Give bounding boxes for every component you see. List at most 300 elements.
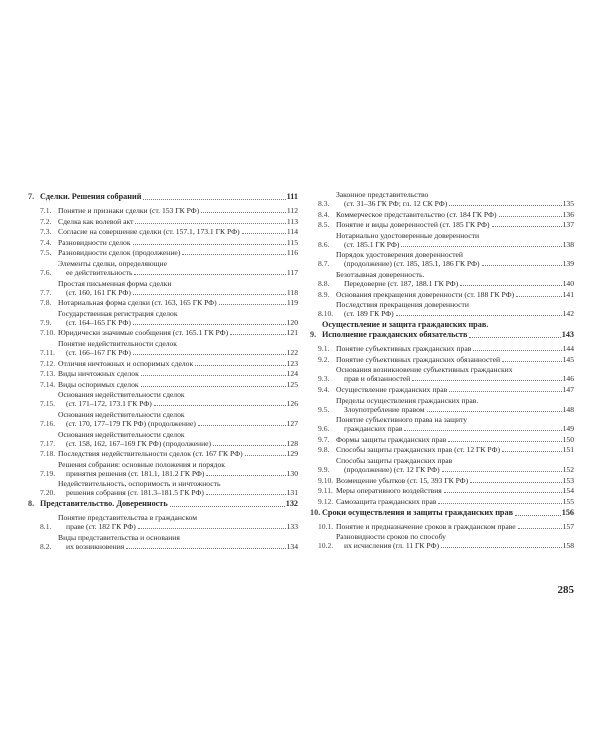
toc-entry-page: 148 [562,404,574,414]
toc-entry-title-line: праве (ст. 182 ГК РФ) [66,522,136,532]
toc-entry-title [58,238,298,247]
toc-entry-title [336,344,574,353]
toc-entry-title-line: (ст. 160, 161 ГК РФ) [66,287,131,297]
toc-entry[interactable] [28,390,298,408]
toc-entry-number: 9.11. [318,486,333,496]
toc-entry[interactable] [310,300,574,318]
toc-entry-page: 111 [286,192,298,201]
toc-entry-title-line: Юридически значимые сообщения (ст. 165.1 ГК РФ) [58,328,229,338]
toc-entry-page: 151 [562,445,574,455]
toc-entry[interactable] [28,533,298,551]
toc-entry-number: 7.17. [40,438,56,448]
toc-entry[interactable] [28,479,298,497]
toc-entry[interactable] [310,210,574,219]
toc-entry[interactable] [28,298,298,307]
leader-dots [449,205,561,206]
toc-entry-number: 10.2. [318,541,334,551]
leader-dots [126,548,285,549]
toc-entry[interactable] [310,476,574,485]
toc-entry-number: 8.9. [318,289,330,299]
toc-entry-number: 7.12. [40,358,56,368]
toc-entry-page: 153 [562,475,574,485]
toc-entry-number: 8.7. [318,259,330,269]
toc-entry-number: 7.11. [40,347,55,357]
toc-entry-title-line: Отличия ничтожных и оспоримых сделок [58,358,194,368]
leader-dots [135,223,285,224]
toc-entry[interactable] [28,449,298,458]
leader-dots [138,528,286,529]
toc-entry-title-line: Безотзывная доверенность. [336,269,425,279]
toc-entry-page: 124 [286,369,298,379]
toc-entry[interactable] [28,369,298,378]
toc-entry-page: 147 [562,384,574,394]
toc-entry-page: 149 [562,424,574,434]
leader-dots [133,324,286,325]
toc-entry-title [58,449,298,458]
leader-dots [213,445,286,446]
toc-entry[interactable] [28,339,298,357]
toc-entry[interactable] [310,365,574,383]
toc-entry-title [40,192,298,202]
toc-entry-number: 7.14. [40,379,56,389]
toc-entry[interactable] [310,355,574,364]
toc-entry[interactable] [28,206,298,215]
toc-entry-page: 117 [286,267,298,277]
toc-chapter[interactable] [310,320,574,340]
toc-entry-title-line: Возмещение убытков (ст. 15, 393 ГК РФ) [336,475,469,485]
leader-dots [195,365,285,366]
toc-entry[interactable] [28,248,298,257]
toc-entry-title [336,415,574,433]
toc-entry-number: 9.2. [318,354,330,364]
toc-entry-title [58,339,298,357]
toc-entry[interactable] [310,290,574,299]
toc-entry-title [336,231,574,249]
toc-entry-number: 9.9. [318,464,330,474]
toc-entry-number: 7.16. [40,418,56,428]
toc-entry-page: 130 [286,468,298,478]
toc-entry[interactable] [310,497,574,506]
toc-entry-title-line: Разновидности сделок [58,237,131,247]
toc-entry-title-line: (ст. 166–167 ГК РФ) [66,347,131,357]
toc-entry-title-line: Сделка как волевой акт [58,216,134,226]
leader-dots [441,547,562,548]
toc-entry-title-line: (ст. 31–36 ГК РФ; гл. 12 СК РФ) [344,199,448,208]
toc-entry-number: 7.8. [40,298,52,308]
toc-entry-number: 8. [28,499,35,509]
toc-entry-page: 133 [286,522,298,532]
toc-entry-page: 128 [286,438,298,448]
leader-dots [518,528,562,529]
toc-entry-number: 8.4. [318,209,330,219]
toc-entry-number: 8.5. [318,220,330,230]
leader-dots [412,380,561,381]
toc-entry-number: 9.7. [318,434,330,444]
toc-entry-title [336,456,574,474]
toc-entry-page: 127 [286,418,298,428]
toc-entry-number: 10. [310,507,321,517]
toc-entry-page: 121 [286,328,298,338]
toc-entry-title [336,290,574,299]
toc-entry-title [58,410,298,428]
toc-entry-number: 10.1. [318,521,334,531]
toc-entry[interactable] [310,435,574,444]
toc-entry-page: 145 [562,354,574,364]
leader-dots [206,494,286,495]
toc-entry-title-line: Коммерческое представительство (ст. 184 ГК РФ) [336,209,497,219]
toc-entry-page: 150 [562,434,574,444]
toc-entry-page: 158 [562,541,574,551]
toc-entry-title-line: Основания прекращения доверенности (ст. 188 ГК РФ) [336,289,515,299]
toc-entry-title-line: решения собрания (ст. 181.3–181.5 ГК РФ) [66,488,204,498]
toc-entry-title [58,259,298,277]
leader-dots [230,334,285,335]
toc-entry-title [58,460,298,478]
toc-entry-title [336,355,574,364]
leader-dots [133,354,286,355]
toc-entry-title [40,499,298,509]
toc-entry-page: 146 [562,374,574,384]
leader-dots [170,506,285,507]
toc-entry-page: 132 [285,499,298,509]
toc-entry[interactable] [28,238,298,247]
toc-entry-page: 134 [286,541,298,551]
toc-entry[interactable] [310,231,574,249]
leader-dots [470,482,561,483]
toc-entry-title [58,513,298,531]
page-number: 285 [557,584,574,596]
leader-dots [201,212,286,213]
toc-entry-number: 7.15. [40,399,56,409]
toc-left-column [28,190,298,552]
leader-dots [245,455,286,456]
toc-entry-page: 155 [562,496,574,506]
toc-entry-title-line: Основания недействительности сделок [58,429,185,439]
toc-chapter[interactable] [310,508,574,518]
leader-dots [242,233,286,234]
toc-entry-number: 8.10. [318,309,334,319]
toc-entry-page: 131 [286,488,298,498]
toc-entry-title [336,396,574,414]
toc-entry-title-line: Порядок удостоверения доверенностей [336,250,463,260]
toc-entry-title [58,380,298,389]
toc-entry-page: 123 [286,358,298,368]
toc-entry-title-line: Формы защиты гражданских прав [336,434,447,444]
toc-entry[interactable] [310,396,574,414]
toc-entry-title-line: (ст. 189 ГК РФ) [344,309,394,319]
leader-dots [442,471,562,472]
toc-entry[interactable] [310,344,574,353]
toc-entry-title-line: Разновидности сроков по способу [336,532,446,542]
toc-entry-title-line: Недействительность, оспоримость и ничтожность [58,479,221,489]
toc-entry-title-line: Законное представительство [336,190,429,199]
toc-entry-title-line: (ст. 164–165 ГК РФ) [66,317,131,327]
toc-entry-page: 122 [286,347,298,357]
toc-entry-title-line: (ст. 170, 177–179 ГК РФ) (продолжение) [66,418,196,428]
toc-entry-title-line: Понятие и виды доверенностей (ст. 185 ГК РФ) [336,220,490,230]
toc-entry-title-line: прав и обязанностей [344,374,411,384]
toc-entry-page: 144 [562,344,574,354]
toc-chapter[interactable] [28,192,298,202]
toc-entry-number: 7.7. [40,287,52,297]
toc-entry[interactable] [28,430,298,448]
toc-entry-title [336,385,574,394]
toc-entry-title [336,210,574,219]
toc-entry-title [336,532,574,550]
toc-entry-title [336,365,574,383]
toc-entry-page: 112 [286,206,298,215]
toc-entry-title-line: Нотариально удостоверенные доверенности [336,230,480,240]
toc-entry-title-line: (ст. 171–172, 173.1 ГК РФ) [66,399,152,409]
leader-dots [502,361,562,362]
toc-entry-number: 9.3. [318,374,330,384]
toc-entry-title-line: (ст. 158, 162, 167–169 ГК РФ) (продолжение) [66,438,212,448]
toc-entry-title-line: Исполнение гражданских обязательств [322,330,468,340]
toc-entry-page: 141 [562,289,574,299]
toc-entry[interactable] [310,522,574,531]
toc-entry-number: 9.10. [318,475,334,485]
toc-entry-title [336,476,574,485]
toc-entry-title-line: ее действительность [66,267,133,277]
toc-entry-number: 7.2. [40,216,52,226]
toc-entry-number: 9.5. [318,404,330,414]
toc-entry-title [58,328,298,337]
toc-entry-title [58,430,298,448]
toc-entry[interactable] [310,486,574,495]
toc-entry-title [58,227,298,236]
toc-entry-title-line: Понятие субъективного права на защиту [336,415,468,425]
toc-entry-title-line: Основания недействительности сделок [58,390,185,400]
toc-entry-number: 7.10. [40,328,56,338]
toc-entry-number: 9.12. [318,496,334,506]
toc-entry[interactable] [310,445,574,454]
toc-entry-title [336,497,574,506]
toc-entry-number: 9.1. [318,344,330,354]
toc-entry-title-line: Виды оспоримых сделок [58,379,139,389]
toc-entry-title [58,369,298,378]
toc-entry-title-line: Разновидности сделок (продолжение) [58,248,181,258]
toc-entry-number: 7.6. [40,267,52,277]
toc-entry-title-line: Основания возникновение субъективных гражданских [336,365,513,375]
toc-entry-page: 156 [561,507,574,517]
toc-entry-title-line: Пределы осуществления гражданских прав. [336,395,479,405]
leader-dots [182,254,286,255]
toc-entry-page: 142 [562,309,574,319]
leader-dots [427,411,562,412]
leader-dots [448,441,561,442]
toc-entry-number: 8.1. [40,522,52,532]
toc-entry-page: 135 [562,199,574,208]
toc-entry-title-line: их исчисления (гл. 11 ГК РФ) [344,541,440,551]
toc-entry-title-line: гражданских прав [344,424,403,434]
toc-entry-number: 7.4. [40,237,52,247]
toc-entry-number: 7.9. [40,317,52,327]
toc-entry-title-line: принятия решения (ст. 181.1, 181.2 ГК РФ) [66,468,205,478]
leader-dots [198,425,286,426]
toc-entry[interactable] [310,220,574,229]
toc-entry[interactable] [28,227,298,236]
toc-entry[interactable] [28,359,298,368]
leader-dots [449,391,561,392]
toc-entry-title [336,270,574,288]
leader-dots [133,244,286,245]
leader-dots [469,337,560,338]
toc-entry[interactable] [310,415,574,433]
toc-entry-title-line: Понятие недействительности сделок [58,338,177,348]
toc-entry-title-line: Нотариальная форма сделки (ст. 163, 165 ГК РФ) [58,298,217,308]
leader-dots [482,265,562,266]
toc-entry-page: 139 [562,259,574,269]
toc-entry-number: 7.18. [40,449,56,459]
toc-entry-title [336,220,574,229]
toc-entry[interactable] [28,309,298,327]
toc-entry-title-line: их возникновения [66,541,125,551]
toc-entry-page: 137 [562,220,574,230]
toc-entry-number: 9. [310,330,317,340]
toc-entry-number: 9.6. [318,424,330,434]
toc-chapter[interactable] [28,499,298,509]
toc-entry-title-line: Сделки. Решения собраний [40,192,142,201]
leader-dots [516,296,561,297]
toc-entry-title-line: Виды ничтожных сделок [58,369,139,379]
leader-dots [206,475,285,476]
leader-dots [404,430,561,431]
toc-entry-title [58,309,298,327]
toc-entry-number: 7. [28,192,35,201]
toc-entry-page: 129 [286,449,298,459]
toc-entry[interactable] [310,532,574,550]
toc-entry-title-line: Основания недействительности сделок [58,409,185,419]
toc-entry-page: 114 [286,227,298,237]
toc-entry-title [58,533,298,551]
toc-entry[interactable] [28,410,298,428]
toc-entry-title [336,435,574,444]
toc-entry-page: 136 [562,209,574,219]
toc-entry-title-line: Государственная регистрация сделок [58,308,178,318]
toc-entry-page: 118 [286,287,298,297]
toc-entry[interactable] [28,380,298,389]
toc-entry-page: 125 [286,379,298,389]
leader-dots [134,274,285,275]
toc-entry-title-line: Меры оперативного воздействия [336,486,442,496]
toc-entry-title-line: Последствия недействительности сделок (ст. 167 ГК РФ) [58,449,243,459]
leader-dots [460,285,561,286]
toc-entry-title-line: Понятие субъективных гражданских прав [336,344,472,354]
toc-right-column [310,190,574,552]
toc-entry-number: 7.5. [40,248,52,258]
leader-dots [143,199,285,200]
toc-entry-page: 138 [562,239,574,249]
toc-entry-page: 140 [562,278,574,288]
toc-entry-title-line: Простая письменная форма сделки [58,278,172,288]
leader-dots [502,451,562,452]
leader-dots [141,386,286,387]
leader-dots [396,315,562,316]
toc-entry-title-line: Согласие на совершение сделки (ст. 157.1, 173.1 ГК РФ) [58,227,240,237]
leader-dots [401,246,561,247]
toc-entry[interactable] [28,328,298,337]
toc-entry-number: 9.4. [318,384,330,394]
toc-entry-title [58,390,298,408]
toc-entry-title-line: Решения собрания: основные положения и порядок [58,459,225,469]
toc-entry-title-line: Представительство. Доверенность [40,499,168,509]
toc-entry-title-line: (продолжение) (ст. 12 ГК РФ) [344,464,440,474]
toc-entry-title [58,217,298,226]
toc-entry-page: 154 [562,486,574,496]
leader-dots [141,375,286,376]
toc-entry-title-line: Понятие и признаки сделки (ст. 153 ГК РФ) [58,206,200,215]
toc-entry-page: 116 [286,248,298,258]
toc-entry[interactable] [310,250,574,268]
toc-entry-title [336,522,574,531]
toc-entry-page: 152 [562,464,574,474]
leader-dots [219,304,286,305]
toc-entry-title [58,248,298,257]
leader-dots [499,216,562,217]
toc-entry-number: 7.20. [40,488,56,498]
toc-entry[interactable] [28,513,298,531]
toc-entry-title [58,279,298,297]
toc-entry-title [336,190,574,208]
toc-entry[interactable] [310,456,574,474]
toc-entry-page: 119 [286,298,298,308]
toc-entry[interactable] [28,460,298,478]
toc-entry-page: 157 [562,521,574,531]
toc-entry-title-line: Последствия прекращения доверенности [336,300,469,310]
toc-entry-title-line: Элементы сделки, определяющие [58,258,167,268]
toc-entry[interactable] [28,217,298,226]
toc-entry-title-line: Передоверие (ст. 187, 188.1 ГК РФ) [344,278,459,288]
toc-entry-title [336,300,574,318]
toc-entry[interactable] [310,190,574,208]
toc-entry-title [58,479,298,497]
toc-entry-title-line: Злоупотребление правом [344,404,425,414]
toc-entry-number: 8.2. [40,541,52,551]
leader-dots [515,515,561,516]
leader-dots [154,405,286,406]
toc-entry-title-line: (продолжение) (ст. 185, 185.1, 186 ГК РФ) [344,259,480,269]
toc-entry-title [336,445,574,454]
toc-entry-number: 8.3. [318,199,330,208]
toc-entry-title [322,320,574,340]
toc-entry-title-line: Понятие субъективных гражданских обязанностей [336,354,501,364]
leader-dots [492,226,562,227]
toc-entry-title-line: Способы защиты гражданских прав (ст. 12 ГК РФ) [336,445,501,455]
toc-entry-title [58,206,298,215]
toc-entry-title-line: Способы защиты гражданских прав [336,455,453,465]
toc-entry-title-line: (ст. 185.1 ГК РФ) [344,239,400,249]
toc-entry-title-line: Понятие представительства в гражданском [58,513,198,523]
toc-entry-number: 9.8. [318,445,330,455]
toc-entry-number: 8.8. [318,278,330,288]
toc-entry-title [336,486,574,495]
toc-entry-title-line: Осуществление и защита гражданских прав. [322,320,489,330]
leader-dots [133,294,286,295]
toc-entry-page: 120 [286,317,298,327]
toc-entry-number: 7.13. [40,369,56,379]
toc-entry-page: 143 [561,330,574,340]
toc-entry-number: 8.6. [318,239,330,249]
leader-dots [438,503,561,504]
toc-entry-title [336,250,574,268]
toc-entry-number: 7.1. [40,206,52,215]
toc-entry[interactable] [28,279,298,297]
toc-entry[interactable] [310,385,574,394]
toc-entry-title [58,298,298,307]
toc-entry[interactable] [28,259,298,277]
toc-entry-title-line: Виды представительства и основания [58,532,180,542]
toc-entry[interactable] [310,270,574,288]
